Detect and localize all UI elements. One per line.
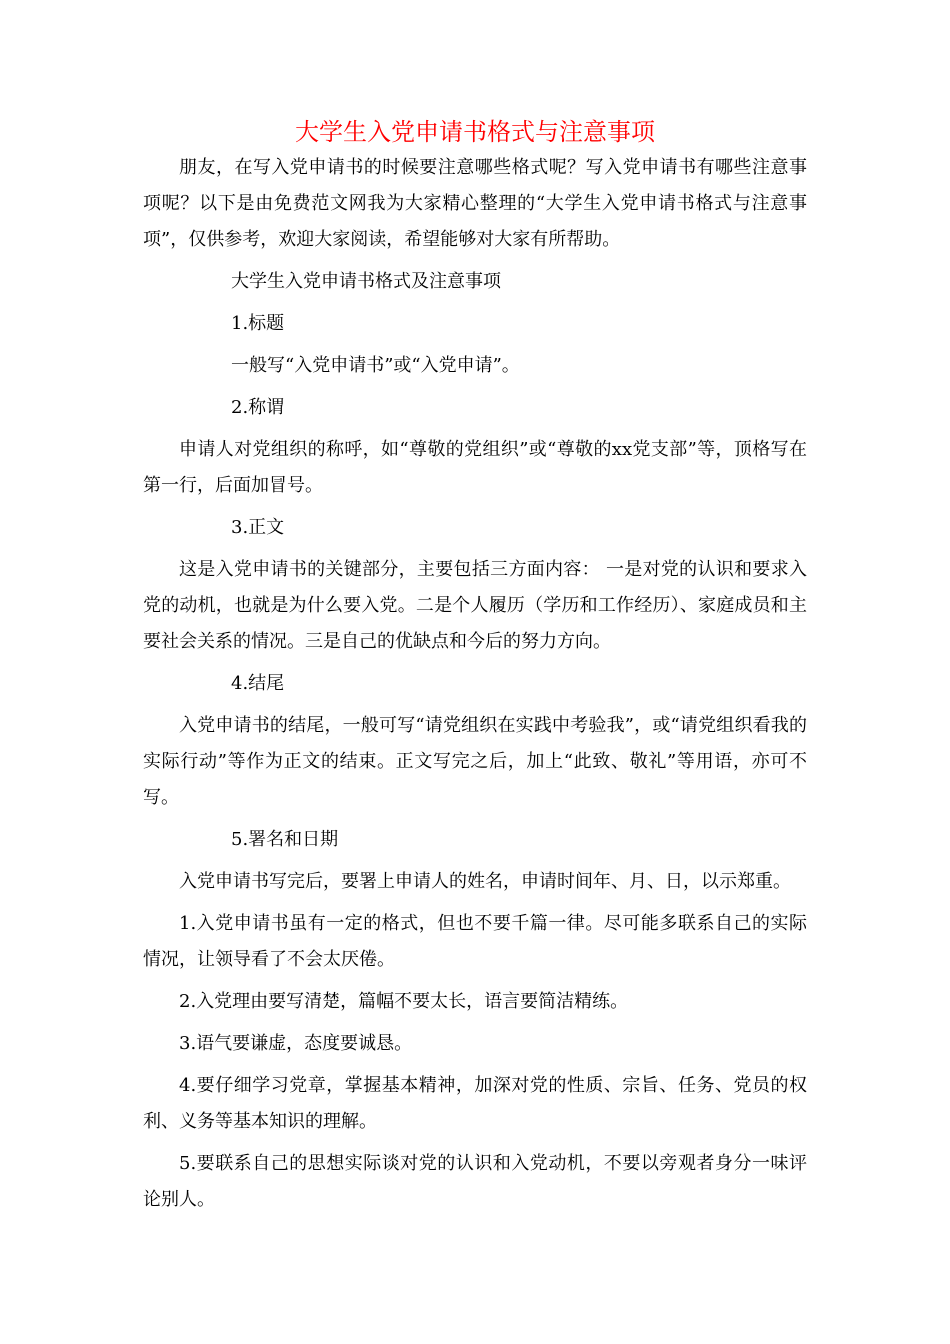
item-heading-title: 1.标题 — [231, 313, 285, 334]
note-paragraph: 1.入党申请书虽有一定的格式，但也不要千篇一律。尽可能多联系自己的实际情况，让领导看了不会太厌倦。 — [143, 913, 807, 970]
section-heading: 大学生入党申请书格式及注意事项 — [231, 271, 501, 292]
item-text-title: 一般写“入党申请书”或“入党申请”。 — [231, 355, 520, 376]
item-text-signature: 入党申请书写完后，要署上申请人的姓名，申请时间年、月、日，以示郑重。 — [179, 871, 791, 892]
note-paragraph: 4.要仔细学习党章，掌握基本精神，加深对党的性质、宗旨、任务、党员的权利、义务等基本知识的理解。 — [143, 1075, 807, 1132]
item-text-ending: 入党申请书的结尾，一般可写“请党组织在实践中考验我”，或“请党组织看我的实际行动”等作为正文的结束。正文写完之后，加上“此致、敬礼”等用语，亦可不写。 — [143, 715, 807, 808]
item-heading-body: 3.正文 — [231, 517, 285, 538]
document-body — [143, 150, 807, 1224]
note-paragraph: 2.入党理由要写清楚，篇幅不要太长，语言要简洁精练。 — [179, 991, 629, 1012]
item-text-salutation: 申请人对党组织的称呼，如“尊敬的党组织”或“尊敬的xx党支部”等，顶格写在第一行，后面加冒号。 — [143, 439, 807, 496]
item-text-body: 这是入党申请书的关键部分，主要包括三方面内容： 一是对党的认识和要求入党的动机，也就是为什么要入党。二是个人履历（学历和工作经历）、家庭成员和主要社会关系的情况。三是自己的优缺点和今后的努力方向。 — [143, 559, 807, 652]
item-heading-ending: 4.结尾 — [231, 673, 285, 694]
document-title: 大学生入党申请书格式与注意事项 — [295, 118, 655, 146]
note-paragraph: 5.要联系自己的思想实际谈对党的认识和入党动机，不要以旁观者身分一味评论别人。 — [143, 1153, 807, 1210]
intro-paragraph: 朋友，在写入党申请书的时候要注意哪些格式呢？写入党申请书有哪些注意事项呢？以下是由免费范文网我为大家精心整理的“大学生入党申请书格式与注意事项”，仅供参考，欢迎大家阅读，希望能够对大家有所帮助。 — [143, 157, 807, 250]
item-heading-salutation: 2.称谓 — [231, 397, 285, 418]
item-heading-signature: 5.署名和日期 — [231, 829, 339, 850]
note-paragraph: 3.语气要谦虚，态度要诚恳。 — [179, 1033, 413, 1054]
